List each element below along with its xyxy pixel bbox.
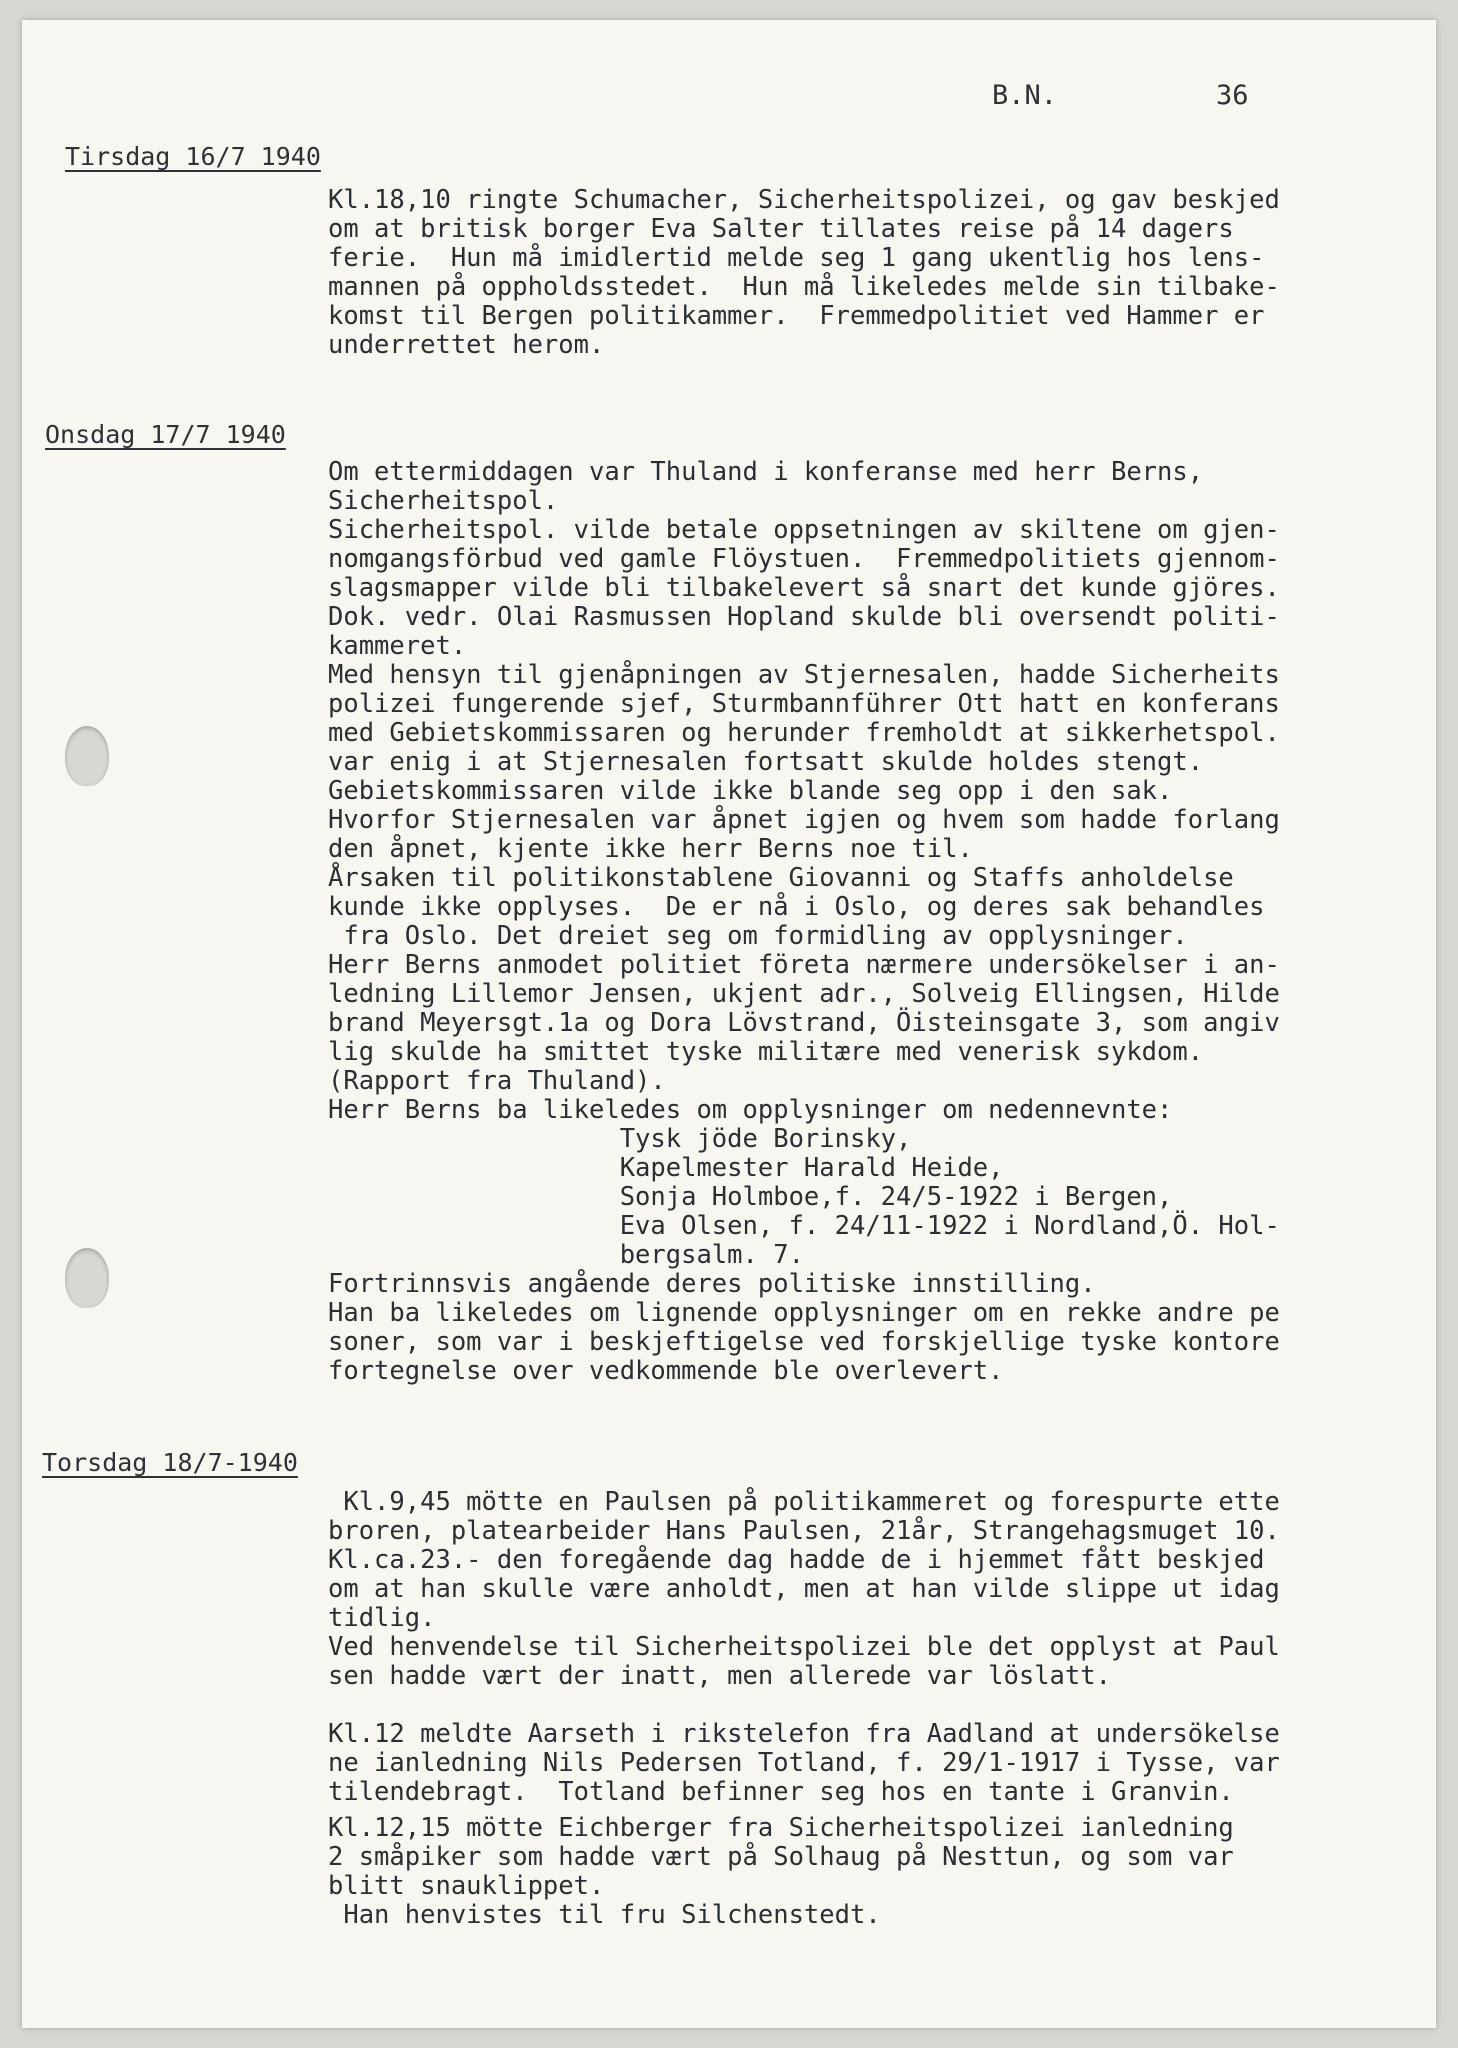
text-line: Kl.18,10 ringte Schumacher, Sicherheitspolizei, og gav beskjed [328, 185, 1280, 215]
text-line: soner, som var i beskjeftigelse ved forskjellige tyske kontore [328, 1327, 1280, 1357]
text-line: om at britisk borger Eva Salter tillates reise på 14 dagers [328, 214, 1234, 244]
text-line: mannen på oppholdsstedet. Hun må likeledes melde sin tilbake- [328, 272, 1280, 302]
text-line: Han ba likeledes om lignende opplysninger om en rekke andre pe [328, 1298, 1280, 1328]
page-header [992, 80, 1249, 111]
text-line: underrettet herom. [328, 330, 605, 360]
text-line: Hvorfor Stjernesalen var åpnet igjen og hvem som hadde forlang [328, 805, 1280, 835]
entry-date: Tirsdag 16/7 1940 [65, 142, 321, 171]
entry-text [328, 1814, 1234, 1930]
text-line: var enig i at Stjernesalen fortsatt skulde holdes stengt. [328, 747, 1204, 777]
text-line: Han henvistes til fru Silchenstedt. [328, 1900, 881, 1930]
text-line: Kl.ca.23.- den foregående dag hadde de i hjemmet fått beskjed [328, 1545, 1265, 1575]
text-line: lig skulde ha smittet tyske militære med venerisk sykdom. [328, 1037, 1204, 1067]
document-reference: B.N. [992, 80, 1058, 111]
text-line: fra Oslo. Det dreiet seg om formidling av opplysninger. [328, 921, 1188, 951]
text-line: kammeret. [328, 631, 467, 661]
punch-hole-bottom [65, 1248, 109, 1308]
text-line: Årsaken til politikonstablene Giovanni og Staffs anholdelse [328, 863, 1234, 893]
entry-text [328, 458, 1280, 1386]
text-line: Kl.9,45 mötte en Paulsen på politikammeret og forespurte ette [328, 1487, 1280, 1517]
punch-hole-top [65, 726, 109, 786]
text-line: Kl.12 meldte Aarseth i rikstelefon fra Aadland at undersökelse [328, 1719, 1280, 1749]
text-line: Kapelmester Harald Heide, [328, 1153, 1004, 1183]
text-line: ledning Lillemor Jensen, ukjent adr., Solveig Ellingsen, Hilde [328, 979, 1280, 1009]
document-page [22, 20, 1436, 2028]
text-line: Ved henvendelse til Sicherheitspolizei ble det opplyst at Paul [328, 1632, 1280, 1662]
text-line: Sicherheitspol. vilde betale oppsetningen av skiltene om gjen- [328, 515, 1280, 545]
entry-text [328, 1488, 1280, 1691]
text-line: Fortrinnsvis angående deres politiske innstilling. [328, 1269, 1096, 1299]
text-line: komst til Bergen politikammer. Fremmedpolitiet ved Hammer er [328, 301, 1265, 331]
text-line: Gebietskommissaren vilde ikke blande seg opp i den sak. [328, 776, 1173, 806]
text-line: Sicherheitspol. [328, 486, 559, 516]
text-line: 2 småpiker som hadde vært på Solhaug på Nesttun, og som var [328, 1842, 1234, 1872]
entry-date: Onsdag 17/7 1940 [45, 420, 286, 449]
text-line: den åpnet, kjente ikke herr Berns noe til. [328, 834, 973, 864]
entry-text [328, 1720, 1280, 1807]
text-line: tilendebragt. Totland befinner seg hos en tante i Granvin. [328, 1777, 1234, 1807]
text-line: kunde ikke opplyses. De er nå i Oslo, og deres sak behandles [328, 892, 1265, 922]
text-line: med Gebietskommissaren og herunder fremholdt at sikkerhetspol. [328, 718, 1280, 748]
text-line: blitt snauklippet. [328, 1871, 605, 1901]
text-line: Herr Berns ba likeledes om opplysninger om nedennevnte: [328, 1095, 1173, 1125]
text-line: Sonja Holmboe,f. 24/5-1922 i Bergen, [328, 1182, 1173, 1212]
text-line: (Rapport fra Thuland). [328, 1066, 666, 1096]
text-line: Herr Berns anmodet politiet företa nærmere undersökelser i an- [328, 950, 1280, 980]
text-line: tidlig. [328, 1603, 436, 1633]
text-line: ferie. Hun må imidlertid melde seg 1 gang ukentlig hos lens- [328, 243, 1265, 273]
text-line: Kl.12,15 mötte Eichberger fra Sicherheitspolizei ianledning [328, 1813, 1234, 1843]
text-line: om at han skulle være anholdt, men at han vilde slippe ut idag [328, 1574, 1280, 1604]
text-line: broren, platearbeider Hans Paulsen, 21år, Strangehagsmuget 10. [328, 1516, 1280, 1546]
text-line: ne ianledning Nils Pedersen Totland, f. 29/1-1917 i Tysse, var [328, 1748, 1280, 1778]
text-line: Tysk jöde Borinsky, [328, 1124, 912, 1154]
text-line: slagsmapper vilde bli tilbakelevert så snart det kunde gjöres. [328, 573, 1280, 603]
page-number: 36 [1216, 80, 1249, 111]
text-line: fortegnelse over vedkommende ble overlevert. [328, 1356, 1004, 1386]
text-line: polizei fungerende sjef, Sturmbannführer Ott hatt en konferans [328, 689, 1280, 719]
text-line: Om ettermiddagen var Thuland i konferanse med herr Berns, [328, 457, 1204, 487]
text-line: nomgangsförbud ved gamle Flöystuen. Fremmedpolitiets gjennom- [328, 544, 1280, 574]
text-line: brand Meyersgt.1a og Dora Lövstrand, Öisteinsgate 3, som angiv [328, 1008, 1280, 1038]
entry-text [328, 186, 1280, 360]
text-line: Med hensyn til gjenåpningen av Stjernesalen, hadde Sicherheits [328, 660, 1280, 690]
text-line: sen hadde vært der inatt, men allerede var löslatt. [328, 1661, 1111, 1691]
text-line: Eva Olsen, f. 24/11-1922 i Nordland,Ö. Hol- [328, 1211, 1280, 1241]
text-line: bergsalm. 7. [328, 1240, 804, 1270]
text-line: Dok. vedr. Olai Rasmussen Hopland skulde bli oversendt politi- [328, 602, 1280, 632]
entry-date: Torsdag 18/7-1940 [42, 1448, 298, 1477]
